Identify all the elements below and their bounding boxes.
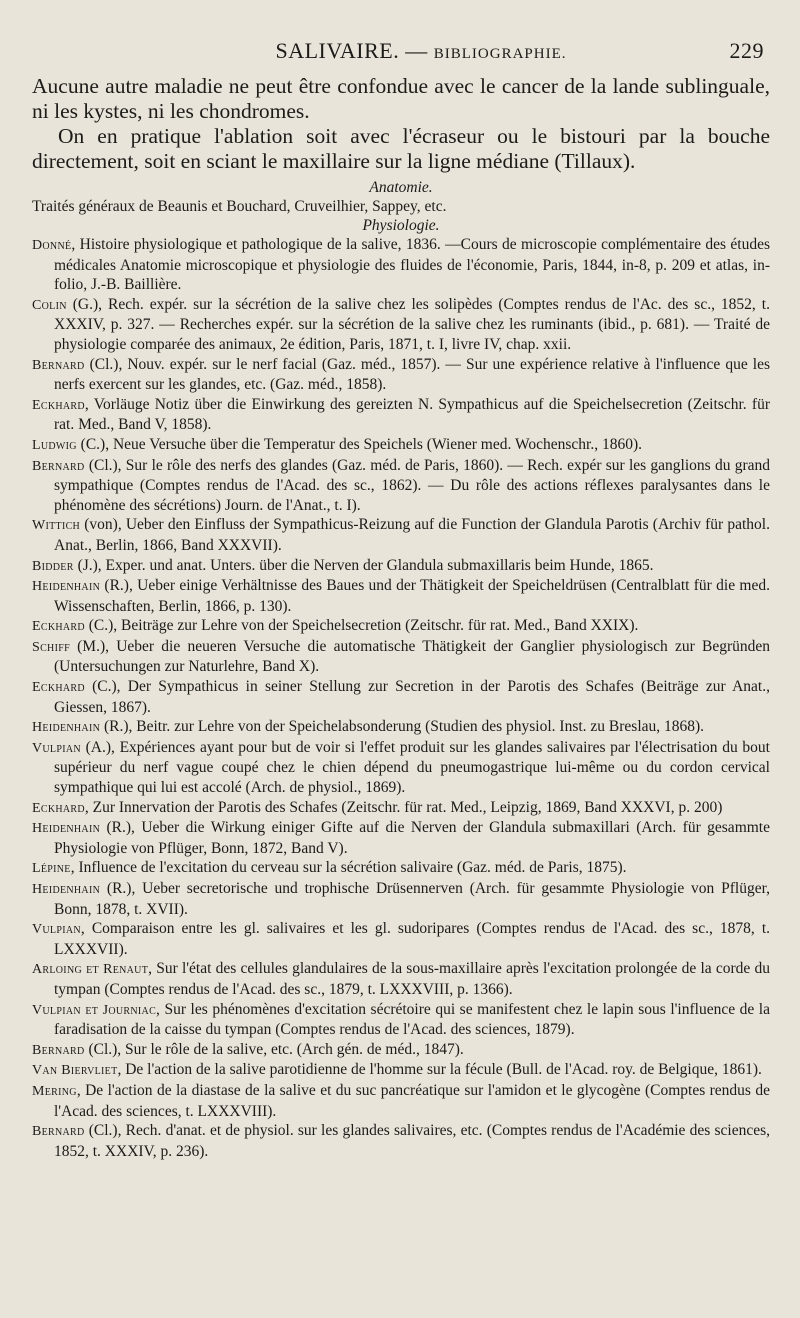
- entry-text: (J.), Exper. und anat. Unters. über die Nerven der Glandula submaxillaris beim Hunde, 1865.: [73, 556, 654, 574]
- title-main: SALIVAIRE. —: [275, 38, 434, 63]
- entry-text: (C.), Neue Versuche über die Temperatur des Speichels (Wiener med. Wochenschr., 1860).: [76, 435, 642, 453]
- entry-author: Eckhard: [32, 619, 85, 635]
- bibliography-entry: [32, 616, 770, 637]
- bibliography-entry: [32, 879, 770, 919]
- page-number: 229: [729, 38, 764, 63]
- entry-author: Heidenhain: [32, 821, 101, 837]
- bibliography-entry: [32, 395, 770, 435]
- bibliography-entry: [32, 235, 770, 295]
- entry-text: , Zur Innervation der Parotis des Schafes (Zeitschr. für rat. Med., Leipzig, 1869, Band XXXVI, p. 200): [84, 798, 723, 816]
- bibliography-entry: [32, 798, 770, 819]
- bibliography-entry: [32, 1000, 770, 1040]
- entry-author: Colin: [32, 297, 67, 313]
- entry-author: Bernard: [32, 357, 85, 373]
- intro-paragraph-1: Aucune autre maladie ne peut être confondue avec le cancer de la lande sublinguale, ni les kystes, ni les chondromes.: [32, 74, 770, 123]
- bibliography-entry: [32, 677, 770, 717]
- bibliography-entry: [32, 556, 770, 577]
- bibliography-entry: [32, 818, 770, 858]
- entry-author: Vulpian et Journiac: [32, 1002, 157, 1018]
- running-header: [32, 38, 770, 74]
- entry-text: (G.), Rech. expér. sur la sécrétion de la salive chez les solipèdes (Comptes rendus de l'Ac. des sc., 1852, t. XXXIV, p. 327. — Recherches expér. sur la sécrétion de la salive chez les ruminants (ibid., p. 681). — Traité de physiologie comparée des animaux, 2e édition, Paris, 1871, t. I, livre IV, chap. xxii.: [54, 295, 770, 353]
- bibliography-entry: [32, 919, 770, 959]
- section-heading-physiologie: Physiologie.: [362, 217, 440, 234]
- bibliography-entry: [32, 738, 770, 798]
- entry-author: Arloing et Renaut: [32, 962, 149, 978]
- entry-text: , Sur les phénomènes d'excitation sécrétoire qui se manifestent chez le lapin sous l'influence de la faradisation de la caisse du tympan (Comptes rendus de l'Acad. des sciences, 1879).: [54, 1000, 770, 1039]
- entry-text: (Cl.), Sur le rôle des nerfs des glandes (Gaz. méd. de Paris, 1860). — Rech. expér sur les ganglions du grand sympathique (Comptes rendus de l'Acad. des sc., 1862). — Du rôle des actions réflexes paralysantes dans le phénomène des sécrétions) Journ. de l'Anat., t. I).: [54, 456, 770, 514]
- entry-author: Vulpian: [32, 922, 81, 938]
- bibliography-entry: [32, 295, 770, 355]
- running-title: [275, 38, 566, 64]
- entry-text: , Influence de l'excitation du cerveau sur la sécrétion salivaire (Gaz. méd. de Paris, 1875).: [70, 859, 627, 877]
- intro-paragraph-2: On en pratique l'ablation soit avec l'écraseur ou le bistouri par la bouche directement, soit en sciant le maxillaire sur la ligne médiane (Tillaux).: [32, 124, 770, 173]
- entry-text: (R.), Ueber die Wirkung einiger Gifte auf die Nerven der Glandula submaxillari (Arch. für gesammte Physiologie von Pflüger, Bonn, 1872, Band V).: [54, 819, 770, 857]
- bibliography-entry: [32, 1040, 770, 1061]
- entry-author: Bernard: [32, 1124, 85, 1140]
- title-small: BIBLIOGRAPHIE.: [433, 46, 567, 62]
- bibliography-entry: [32, 355, 770, 395]
- entry-text: (C.), Beiträge zur Lehre von der Speichelsecretion (Zeitschr. für rat. Med., Band XXIX).: [84, 617, 639, 635]
- entry-author: Eckhard: [32, 397, 85, 413]
- entry-author: Eckhard: [32, 800, 85, 816]
- entry-text: , Sur l'état des cellules glandulaires de la sous-maxillaire après l'excitation prolongée de la corde du tympan (Comptes rendus de l'Acad. des sc., 1879, t. LXXXVIII, p. 1366).: [54, 960, 770, 998]
- entry-author: Wittich: [32, 518, 81, 534]
- bibliography-entry: [32, 576, 770, 616]
- entry-text: (Cl.), Sur le rôle de la salive, etc. (Arch gén. de méd., 1847).: [84, 1040, 464, 1058]
- entry-author: Bidder: [32, 558, 74, 574]
- bibliography-entry: [32, 456, 770, 516]
- bibliography-entry: [32, 858, 770, 879]
- entry-author: Eckhard: [32, 680, 85, 696]
- entry-text: (A.), Expériences ayant pour but de voir si l'effet produit sur les glandes salivaires par l'électrisation du bout supérieur du nerf vague coupé chez le chien dépend du pneumogastrique lui-même ou du cordon cervical sympathique qui lui est accolé (Arch. de physiol., 1869).: [54, 738, 770, 797]
- entry-text: , De l'action de la salive parotidienne de l'homme sur la fécule (Bull. de l'Acad. roy. de Belgique, 1861).: [117, 1061, 762, 1079]
- bibliography-entry: [32, 717, 770, 738]
- bibliography-entry: [32, 435, 770, 456]
- bibliography-entry: [32, 1060, 770, 1081]
- bibliography-entry: [32, 1121, 770, 1161]
- entry-author: Bernard: [32, 458, 85, 474]
- entry-text: , Comparaison entre les gl. salivaires et les gl. sudoripares (Comptes rendus de l'Acad. des sc., 1878, t. LXXXVII).: [54, 920, 770, 958]
- entry-author: Van Biervliet: [32, 1063, 118, 1079]
- entry-text: (M.), Ueber die neueren Versuche die automatische Thätigkeit der Ganglier physiologisch zur Begründen (Untersuchungen zur Naturlehre, Band X).: [54, 637, 770, 676]
- entry-author: Heidenhain: [32, 720, 101, 736]
- entry-author: Ludwig: [32, 437, 77, 453]
- bibliography-entry: [32, 959, 770, 999]
- entry-text: (von), Ueber den Einfluss der Sympathicus-Reizung auf die Function der Glandula Parotis (Archiv für pathol. Anat., Berlin, 1866, Band XXXVII).: [54, 516, 770, 554]
- bibliography-entry: [32, 1081, 770, 1121]
- entry-text: , Histoire physiologique et pathologique de la salive, 1836. —Cours de microscopie complémentaire des études médicales Anatomie microscopique et physiologie des fluides de l'économie, Paris, 1844, in-8, p. 209 et atlas, in-folio, J.-B. Baillière.: [54, 236, 770, 294]
- bibliography-list: [32, 235, 770, 1161]
- entry-author: Lépine: [32, 861, 71, 877]
- entry-author: Schiff: [32, 639, 70, 655]
- entry-author: Mering: [32, 1083, 77, 1099]
- section-heading-anatomie: Anatomie.: [369, 179, 433, 196]
- anatomie-line: Traités généraux de Beaunis et Bouchard, Cruveilhier, Sappey, etc.: [32, 198, 447, 215]
- entry-author: Bernard: [32, 1042, 85, 1058]
- entry-author: Heidenhain: [32, 882, 101, 897]
- bibliography-entry: [32, 515, 770, 555]
- entry-text: (Cl.), Nouv. expér. sur le nerf facial (Gaz. méd., 1857). — Sur une expérience relative à l'influence que les nerfs exercent sur les glandes, etc. (Gaz. méd., 1858).: [54, 355, 770, 394]
- entry-text: , De l'action de la diastase de la salive et du suc pancréatique sur l'amidon et le glycogène (Comptes rendus de l'Acad. des sciences, t. LXXXVIII).: [54, 1081, 770, 1120]
- entry-text: (R.), Ueber einige Verhältnisse des Baues und der Thätigkeit der Speicheldrüsen (Centralblatt für die med. Wissenschaften, Berlin, 1866, p. 130).: [54, 577, 770, 615]
- entry-text: (Cl.), Rech. d'anat. et de physiol. sur les glandes salivaires, etc. (Comptes rendus de l'Académie des sciences, 1852, t. XXXIV, p. 236).: [54, 1122, 770, 1160]
- entry-author: Vulpian: [32, 740, 81, 756]
- entry-text: (C.), Der Sympathicus in seiner Stellung zur Secretion in der Parotis des Schafes (Beiträge zur Anat., Giessen, 1867).: [54, 678, 770, 716]
- bibliography-entry: [32, 637, 770, 677]
- entry-text: (R.), Ueber secretorische und trophische Drüsennerven (Arch. für gesammte Physiologie von Pflüger, Bonn, 1878, t. XVII).: [54, 880, 770, 918]
- entry-author: Heidenhain: [32, 579, 101, 595]
- entry-text: , Vorläuge Notiz über die Einwirkung des gereizten N. Sympathicus auf die Speichelsecretion (Zeitschr. für rat. Med., Band V, 1858).: [54, 395, 770, 434]
- entry-text: (R.), Beitr. zur Lehre von der Speichelabsonderung (Studien des physiol. Inst. zu Breslau, 1868).: [100, 718, 705, 736]
- entry-author: Donné: [32, 238, 72, 253]
